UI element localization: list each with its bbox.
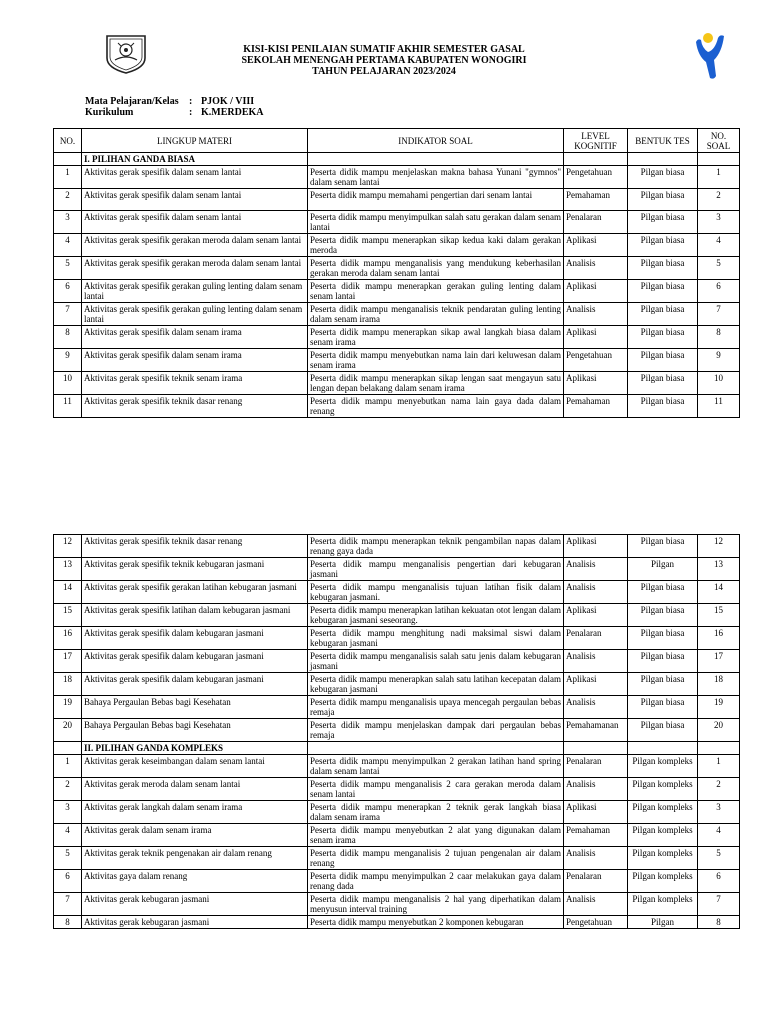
table-row [54,558,740,581]
lingkup-materi-cell: Aktivitas gerak spesifik dalam kebugaran jasmani [82,650,308,673]
lingkup-materi-cell: Aktivitas gerak spesifik dalam senam lantai [82,166,308,189]
level-kognitif-cell: Penalaran [564,755,628,778]
indikator-soal-cell: Peserta didik mampu menghitung nadi maksimal siswi dalam kebugaran jasmani [308,627,564,650]
bentuk-tes-cell: Pilgan kompleks [628,824,698,847]
no-soal-cell: 19 [698,696,740,719]
row-no: 6 [54,870,82,893]
indikator-soal-cell: Peserta didik mampu menganalisis salah satu jenis dalam kebugaran jasmani [308,650,564,673]
bentuk-tes-cell: Pilgan kompleks [628,801,698,824]
table-row [54,372,740,395]
table-row [54,801,740,824]
header-no-soal: NO. SOAL [698,129,740,153]
indikator-soal-cell: Peserta didik mampu menyimpulkan 2 caar melakukan gaya dalam renang dada [308,870,564,893]
row-no: 1 [54,755,82,778]
row-no: 4 [54,234,82,257]
table-row [54,395,740,418]
bentuk-tes-cell: Pilgan biasa [628,650,698,673]
level-kognitif-cell: Pemahaman [564,189,628,211]
no-soal-cell: 5 [698,257,740,280]
indikator-soal-cell: Peserta didik mampu menerapkan salah satu latihan kecepatan dalam kebugaran jasmani [308,673,564,696]
lingkup-materi-cell: Aktivitas gerak spesifik teknik dasar renang [82,535,308,558]
no-soal-cell: 2 [698,778,740,801]
no-soal-cell: 12 [698,535,740,558]
row-no: 7 [54,303,82,326]
no-soal-cell: 13 [698,558,740,581]
table-row [54,535,740,558]
section-row [54,742,740,755]
level-kognitif-cell: Pengetahuan [564,916,628,929]
document-header [0,44,768,77]
level-kognitif-cell: Analisis [564,893,628,916]
no-soal-cell: 20 [698,719,740,742]
row-no: 8 [54,916,82,929]
lingkup-materi-cell: Aktivitas gerak spesifik teknik kebugaran jasmani [82,558,308,581]
table-row [54,824,740,847]
indikator-soal-cell: Peserta didik mampu menerapkan sikap awal langkah biasa dalam senam irama [308,326,564,349]
no-soal-cell: 10 [698,372,740,395]
header-bentuk-tes: BENTUK TES [628,129,698,153]
bentuk-tes-cell: Pilgan biasa [628,326,698,349]
bentuk-tes-cell: Pilgan kompleks [628,870,698,893]
indikator-soal-cell: Peserta didik mampu menerapkan gerakan guling lenting dalam senam lantai [308,280,564,303]
kisi-table-page1 [53,128,740,418]
bentuk-tes-cell: Pilgan biasa [628,719,698,742]
no-soal-cell: 1 [698,166,740,189]
bentuk-tes-cell: Pilgan kompleks [628,847,698,870]
no-soal-cell: 8 [698,326,740,349]
level-kognitif-cell: Analisis [564,778,628,801]
bentuk-tes-cell: Pilgan biasa [628,627,698,650]
no-soal-cell: 3 [698,211,740,234]
indikator-soal-cell: Peserta didik mampu menganalisis 2 tujuan pengenalan air dalam renang [308,847,564,870]
bentuk-tes-cell: Pilgan biasa [628,257,698,280]
section-row [54,153,740,166]
row-no: 3 [54,211,82,234]
row-no: 7 [54,893,82,916]
lingkup-materi-cell: Aktivitas gerak spesifik dalam kebugaran jasmani [82,627,308,650]
level-kognitif-cell: Analisis [564,558,628,581]
table-row [54,280,740,303]
bentuk-tes-cell: Pilgan biasa [628,696,698,719]
indikator-soal-cell: Peserta didik mampu menganalisis 2 hal yang diperhatikan dalam menyusun interval training [308,893,564,916]
lingkup-materi-cell: Aktivitas gerak spesifik dalam senam lantai [82,189,308,211]
lingkup-materi-cell: Aktivitas gerak spesifik latihan dalam kebugaran jasmani [82,604,308,627]
no-soal-cell: 16 [698,627,740,650]
bentuk-tes-cell: Pilgan biasa [628,211,698,234]
lingkup-materi-cell: Aktivitas gerak spesifik teknik dasar renang [82,395,308,418]
indikator-soal-cell: Peserta didik mampu menyebutkan nama lain gaya dada dalam renang [308,395,564,418]
bentuk-tes-cell: Pilgan [628,916,698,929]
lingkup-materi-cell: Aktivitas gerak spesifik gerakan latihan kebugaran jasmani [82,581,308,604]
no-soal-cell: 7 [698,303,740,326]
level-kognitif-cell: Aplikasi [564,801,628,824]
header-title-line3: TAHUN PELAJARAN 2023/2024 [312,66,456,77]
table-row [54,696,740,719]
row-no: 13 [54,558,82,581]
bentuk-tes-cell: Pilgan biasa [628,673,698,696]
table-row [54,581,740,604]
indikator-soal-cell: Peserta didik mampu menganalisis 2 cara gerakan meroda dalam senam lantai [308,778,564,801]
lingkup-materi-cell: Aktivitas gerak spesifik dalam senam irama [82,326,308,349]
row-no: 9 [54,349,82,372]
table-row [54,627,740,650]
table-row [54,604,740,627]
level-kognitif-cell: Pemahamanan [564,719,628,742]
no-soal-cell: 15 [698,604,740,627]
lingkup-materi-cell: Aktivitas gerak spesifik gerakan meroda dalam senam lantai [82,234,308,257]
row-no: 17 [54,650,82,673]
no-soal-cell: 8 [698,916,740,929]
level-kognitif-cell: Aplikasi [564,372,628,395]
level-kognitif-cell: Analisis [564,581,628,604]
no-soal-cell: 3 [698,801,740,824]
table-row [54,870,740,893]
level-kognitif-cell: Aplikasi [564,604,628,627]
indikator-soal-cell: Peserta didik mampu menyebutkan nama lain dari keluwesan dalam senam irama [308,349,564,372]
curriculum-value: K.MERDEKA [201,107,264,118]
bentuk-tes-cell: Pilgan kompleks [628,893,698,916]
lingkup-materi-cell: Aktivitas gerak spesifik dalam kebugaran jasmani [82,673,308,696]
lingkup-materi-cell: Aktivitas gerak kebugaran jasmani [82,916,308,929]
subject-value: PJOK / VIII [201,96,255,107]
bentuk-tes-cell: Pilgan [628,558,698,581]
level-kognitif-cell: Aplikasi [564,234,628,257]
row-no: 8 [54,326,82,349]
lingkup-materi-cell: Aktivitas gerak meroda dalam senam lantai [82,778,308,801]
row-no: 5 [54,847,82,870]
indikator-soal-cell: Peserta didik mampu menganalisis yang mendukung keberhasilan gerakan meroda dalam senam lantai [308,257,564,280]
table-row [54,673,740,696]
no-soal-cell: 6 [698,280,740,303]
table-row [54,326,740,349]
row-no: 6 [54,280,82,303]
indikator-soal-cell: Peserta didik mampu menerapkan sikap lengan saat mengayun satu lengan depan belakang dalam senam irama [308,372,564,395]
row-no: 18 [54,673,82,696]
row-no: 14 [54,581,82,604]
table-row [54,303,740,326]
row-no: 19 [54,696,82,719]
lingkup-materi-cell: Bahaya Pergaulan Bebas bagi Kesehatan [82,696,308,719]
header-lingkup-materi: LINGKUP MATERI [82,129,308,153]
bentuk-tes-cell: Pilgan biasa [628,581,698,604]
header-indikator-soal: INDIKATOR SOAL [308,129,564,153]
level-kognitif-cell: Analisis [564,650,628,673]
table-header-row [54,129,740,153]
table-row [54,650,740,673]
table-row [54,755,740,778]
bentuk-tes-cell: Pilgan biasa [628,166,698,189]
table-row [54,211,740,234]
bentuk-tes-cell: Pilgan biasa [628,604,698,627]
row-no: 12 [54,535,82,558]
row-no: 16 [54,627,82,650]
level-kognitif-cell: Penalaran [564,627,628,650]
table-row [54,916,740,929]
bentuk-tes-cell: Pilgan biasa [628,280,698,303]
lingkup-materi-cell: Aktivitas gerak keseimbangan dalam senam lantai [82,755,308,778]
level-kognitif-cell: Penalaran [564,870,628,893]
lingkup-materi-cell: Aktivitas gerak teknik pengenakan air dalam renang [82,847,308,870]
bentuk-tes-cell: Pilgan biasa [628,349,698,372]
header-title-line2: SEKOLAH MENENGAH PERTAMA KABUPATEN WONOGIRI [241,55,527,66]
bentuk-tes-cell: Pilgan biasa [628,189,698,211]
level-kognitif-cell: Analisis [564,257,628,280]
indikator-soal-cell: Peserta didik mampu menganalisis upaya mencegah pergaulan bebas remaja [308,696,564,719]
level-kognitif-cell: Aplikasi [564,280,628,303]
indikator-soal-cell: Peserta didik mampu menganalisis pengertian dari kebugaran jasmani [308,558,564,581]
document-meta [85,96,264,118]
table-row [54,847,740,870]
no-soal-cell: 9 [698,349,740,372]
indikator-soal-cell: Peserta didik mampu menerapkan 2 teknik gerak langkah biasa dalam senam irama [308,801,564,824]
row-no: 4 [54,824,82,847]
indikator-soal-cell: Peserta didik mampu menerapkan latihan kekuatan otot lengan dalam kebugaran jasmani seseorang. [308,604,564,627]
curriculum-row [85,107,264,118]
level-kognitif-cell: Analisis [564,303,628,326]
bentuk-tes-cell: Pilgan kompleks [628,778,698,801]
row-no: 15 [54,604,82,627]
lingkup-materi-cell: Bahaya Pergaulan Bebas bagi Kesehatan [82,719,308,742]
no-soal-cell: 11 [698,395,740,418]
bentuk-tes-cell: Pilgan kompleks [628,755,698,778]
level-kognitif-cell: Aplikasi [564,673,628,696]
row-no: 20 [54,719,82,742]
indikator-soal-cell: Peserta didik mampu menyimpulkan 2 gerakan latihan hand spring dalam senam lantai [308,755,564,778]
header-title-line1: KISI-KISI PENILAIAN SUMATIF AKHIR SEMESTER GASAL [243,44,525,55]
no-soal-cell: 14 [698,581,740,604]
subject-colon: : [189,96,193,107]
level-kognitif-cell: Pengetahuan [564,166,628,189]
level-kognitif-cell: Analisis [564,847,628,870]
row-no: 11 [54,395,82,418]
table-row [54,166,740,189]
table-row [54,719,740,742]
row-no: 2 [54,778,82,801]
indikator-soal-cell: Peserta didik mampu menerapkan sikap kedua kaki dalam gerakan meroda [308,234,564,257]
bentuk-tes-cell: Pilgan biasa [628,395,698,418]
level-kognitif-cell: Pengetahuan [564,349,628,372]
indikator-soal-cell: Peserta didik mampu menyimpulkan salah satu gerakan dalam senam lantai [308,211,564,234]
no-soal-cell: 18 [698,673,740,696]
level-kognitif-cell: Aplikasi [564,326,628,349]
level-kognitif-cell: Pemahaman [564,824,628,847]
section-title-pg-kompleks: II. PILIHAN GANDA KOMPLEKS [82,742,308,755]
header-level-kognitif: LEVEL KOGNITIF [564,129,628,153]
indikator-soal-cell: Peserta didik mampu menyebutkan 2 alat yang digunakan dalam senam irama [308,824,564,847]
indikator-soal-cell: Peserta didik mampu menerapkan teknik pengambilan napas dalam renang gaya dada [308,535,564,558]
level-kognitif-cell: Aplikasi [564,535,628,558]
bentuk-tes-cell: Pilgan biasa [628,372,698,395]
table-row [54,893,740,916]
no-soal-cell: 6 [698,870,740,893]
level-kognitif-cell: Pemahaman [564,395,628,418]
no-soal-cell: 1 [698,755,740,778]
lingkup-materi-cell: Aktivitas gerak spesifik dalam senam lantai [82,211,308,234]
kisi-table-page2 [53,534,740,929]
lingkup-materi-cell: Aktivitas gaya dalam renang [82,870,308,893]
row-no: 1 [54,166,82,189]
no-soal-cell: 17 [698,650,740,673]
table-row [54,257,740,280]
section-title-pg-biasa: I. PILIHAN GANDA BIASA [82,153,308,166]
curriculum-label: Kurikulum [85,107,134,118]
row-no: 3 [54,801,82,824]
table-row [54,234,740,257]
bentuk-tes-cell: Pilgan biasa [628,303,698,326]
no-soal-cell: 5 [698,847,740,870]
bentuk-tes-cell: Pilgan biasa [628,234,698,257]
lingkup-materi-cell: Aktivitas gerak kebugaran jasmani [82,893,308,916]
indikator-soal-cell: Peserta didik mampu menyebutkan 2 komponen kebugaran [308,916,564,929]
no-soal-cell: 7 [698,893,740,916]
row-no: 5 [54,257,82,280]
row-no: 10 [54,372,82,395]
table-row [54,349,740,372]
indikator-soal-cell: Peserta didik mampu menjelaskan makna bahasa Yunani "gymnos" dalam senam lantai [308,166,564,189]
bentuk-tes-cell: Pilgan biasa [628,535,698,558]
indikator-soal-cell: Peserta didik mampu menganalisis tujuan latihan fisik dalam kebugaran jasmani. [308,581,564,604]
lingkup-materi-cell: Aktivitas gerak spesifik dalam senam irama [82,349,308,372]
no-soal-cell: 4 [698,234,740,257]
table-row [54,778,740,801]
lingkup-materi-cell: Aktivitas gerak dalam senam irama [82,824,308,847]
lingkup-materi-cell: Aktivitas gerak langkah dalam senam irama [82,801,308,824]
subject-row [85,96,264,107]
level-kognitif-cell: Penalaran [564,211,628,234]
table-row [54,189,740,211]
indikator-soal-cell: Peserta didik mampu menganalisis teknik pendaratan guling lenting dalam senam irama [308,303,564,326]
lingkup-materi-cell: Aktivitas gerak spesifik teknik senam irama [82,372,308,395]
subject-label: Mata Pelajaran/Kelas [85,96,179,107]
level-kognitif-cell: Analisis [564,696,628,719]
indikator-soal-cell: Peserta didik mampu menjelaskan dampak dari pergaulan bebas remaja [308,719,564,742]
curriculum-colon: : [189,107,193,118]
indikator-soal-cell: Peserta didik mampu memahami pengertian dari senam lantai [308,189,564,211]
lingkup-materi-cell: Aktivitas gerak spesifik gerakan meroda dalam senam lantai [82,257,308,280]
no-soal-cell: 2 [698,189,740,211]
row-no: 2 [54,189,82,211]
no-soal-cell: 4 [698,824,740,847]
lingkup-materi-cell: Aktivitas gerak spesifik gerakan guling lenting dalam senam lantai [82,303,308,326]
header-no: NO. [54,129,82,153]
lingkup-materi-cell: Aktivitas gerak spesifik gerakan guling lenting dalam senam lantai [82,280,308,303]
